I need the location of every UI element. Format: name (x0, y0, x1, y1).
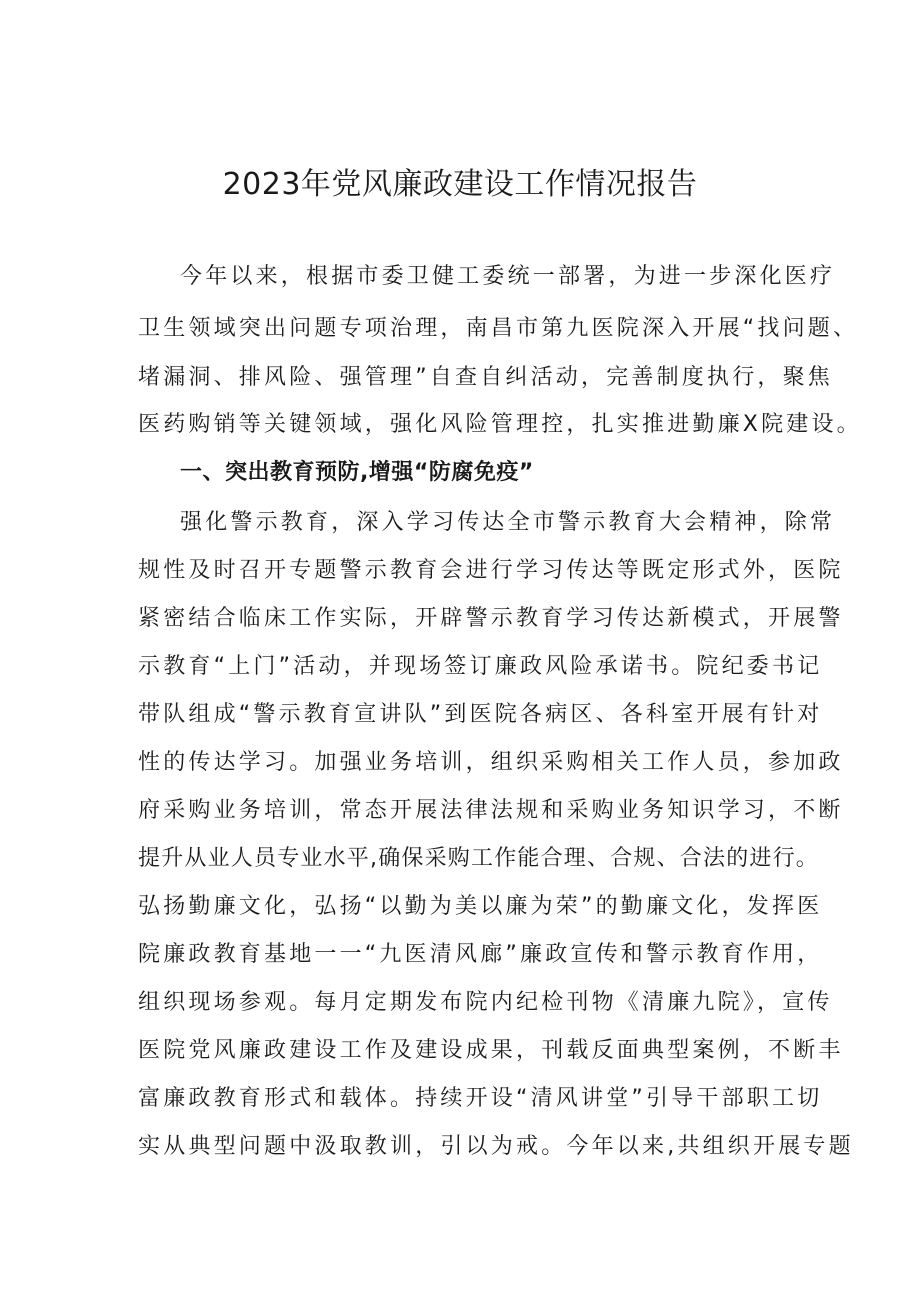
body-line-13: 富廉政教育形式和载体。持续开设“清风讲堂”引导干部职工切 (138, 1086, 823, 1111)
body-line-11: 组织现场参观。每月定期发布院内纪检刊物《清廉九院》，宣传 (138, 990, 833, 1015)
body-line-1: 强化警示教育，深入学习传达全市警示教育大会精神，除常 (180, 510, 836, 535)
section-heading: 一、突出教育预防,增强“防腐免疫” (180, 460, 534, 485)
document-title: 2023年党风廉政建设工作情况报告 (222, 167, 698, 202)
body-line-8: 提升从业人员专业水平,确保采购工作能合理、合规、合法的进行。 (138, 846, 819, 871)
body-line-14: 实从典型问题中汲取教训，引以为戒。今年以来,共组织开展专题 (138, 1134, 854, 1159)
body-line-10: 院廉政教育基地一一“九医清风廊”廉政宣传和警示教育作用， (138, 942, 823, 967)
intro-line-3: 堵漏洞、排风险、强管理”自查自纠活动，完善制度执行，聚焦 (138, 365, 833, 390)
body-line-3: 紧密结合临床工作实际，开辟警示教育学习传达新模式，开展警 (138, 606, 844, 631)
body-line-12: 医院党风廉政建设工作及建设成果，刊载反面典型案例，不断丰 (138, 1038, 844, 1063)
body-line-5: 带队组成“警示教育宣讲队”到医院各病区、各科室开展有针对 (138, 702, 823, 727)
intro-line-2: 卫生领域突出问题专项治理，南昌市第九医院深入开展“找问题、 (138, 316, 859, 341)
intro-line-4: 医药购销等关键领域，强化风险管理控，扎实推进勤廉X院建设。 (138, 412, 862, 437)
body-line-2: 规性及时召开专题警示教育会进行学习传达等既定形式外，医院 (138, 558, 844, 583)
body-line-7: 府采购业务培训，常态开展法律法规和采购业务知识学习，不断 (138, 798, 844, 823)
body-line-4: 示教育“上门”活动，并现场签订廉政风险承诺书。院纪委书记 (138, 654, 823, 679)
body-line-6: 性的传达学习。加强业务培训，组织采购相关工作人员，参加政 (138, 750, 844, 775)
intro-line-1: 今年以来，根据市委卫健工委统一部署，为进一步深化医疗 (180, 264, 836, 289)
body-line-9: 弘扬勤廉文化，弘扬“以勤为美以廉为荣”的勤廉文化，发挥医 (138, 894, 823, 919)
